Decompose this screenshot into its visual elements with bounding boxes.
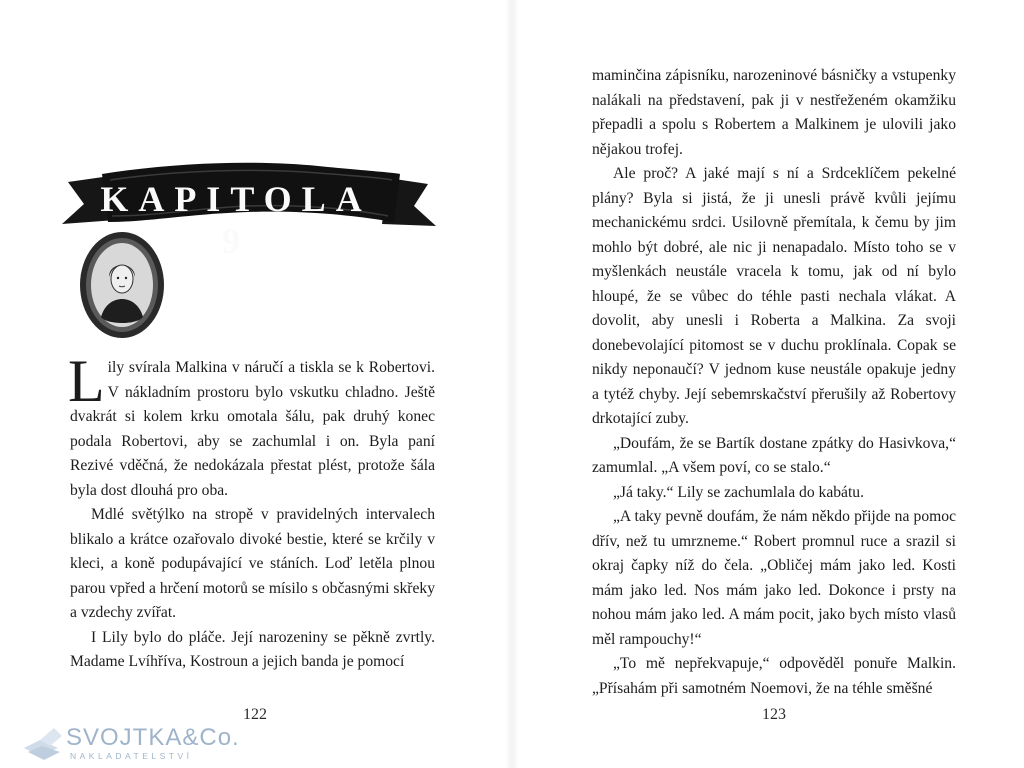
paragraph: Lily svírala Malkina v náručí a tiskla se k Robertovi. V nákladním prostoru bylo vskutku chladno. Ještě dvakrát si kolem krku omotala šálu, pak druhý konec podala Robertovi, aby se zachumlal i on. Byla paní Rezivé vděčná, že nedokázala přestat plést, protože šála byla dost dlouhá pro oba.	[68, 348, 435, 499]
paragraph: Ale proč? A jaké mají s ní a Srdceklíčem pekelné plány? Byla si jistá, že ji unesli právě kvůli jejímu mechanickému srdci. Usilovně přemítala, k čemu by jim mohlo být dobré, ale nic ji nenapadalo. Místo toho se v myšlenkách neustále vracela k tomu, jak od ní bylo hloupé, že se vůbec do téhle pasti nechala vlákat. A dovolit, aby unesli i Roberta a Malkina. Za svoji donebevolající pitomost se v duchu proklínala. Copak se nikdy neponaučí? V jednom kuse neustále opakuje jedny a tytéž chyby. Její sebemrskačství přerušily až Robertovy drkotající zuby.	[592, 165, 956, 427]
portrait-illustration	[77, 225, 167, 340]
publisher-subtitle: NAKLADATELSTVÍ	[70, 751, 193, 761]
paragraph: „A taky pevně doufám, že nám někdo přijde na pomoc dřív, než tu umrzneme.“ Robert promnul ruce a srazil si okraj čapky níž do čela. „Obličej mám jako led. Kosti mám jako led. Nos mám jako led. Dokonce i prsty na nohou mám jako led. A mám pocit, jako bych místo vlasů měl rampouchy!“	[592, 508, 956, 648]
left-page-text	[68, 348, 435, 675]
book-gutter	[505, 0, 519, 768]
chapter-title: KAPITOLA 9	[100, 179, 372, 261]
page-number-right: 123	[762, 706, 786, 723]
paragraph: Mdlé světýlko na stropě v pravidelných intervalech blikalo a krátce ozařovalo divoké bestie, které se krčily v kleci, a koně podupávající ve stáních. Loď letěla plnou parou vpřed a hrčení motorů se mísilo s občasnými skřeky a vzdechy zvířat.	[70, 506, 435, 621]
drop-cap: L	[68, 348, 105, 414]
publisher-name: SVOJTKA&Co.	[66, 724, 240, 751]
paragraph: „To mě nepřekvapuje,“ odpověděl ponuře Malkin. „Přísahám při samotném Noemovi, že na téhle směšné	[592, 655, 956, 697]
paragraph: I Lily bylo do pláče. Její narozeniny se pěkně zvrtly. Madame Lvíhříva, Kostroun a jejich banda je pomocí	[70, 628, 435, 670]
paragraph: maminčina zápisníku, narozeninové básničky a vstupenky nalákali na představení, pak ji v nestřeženém okamžiku přepadli a spolu s Robertem a Malkinem je ulovili jako nějakou trofej.	[592, 67, 956, 158]
right-page-text	[592, 64, 956, 701]
paragraph: „Já taky.“ Lily se zachumlala do kabátu.	[613, 483, 864, 501]
paragraph: „Doufám, že se Bartík dostane zpátky do Hasivkova,“ zamumlal. „A všem poví, co se stalo.“	[592, 434, 956, 476]
page-number-left: 122	[243, 706, 267, 723]
